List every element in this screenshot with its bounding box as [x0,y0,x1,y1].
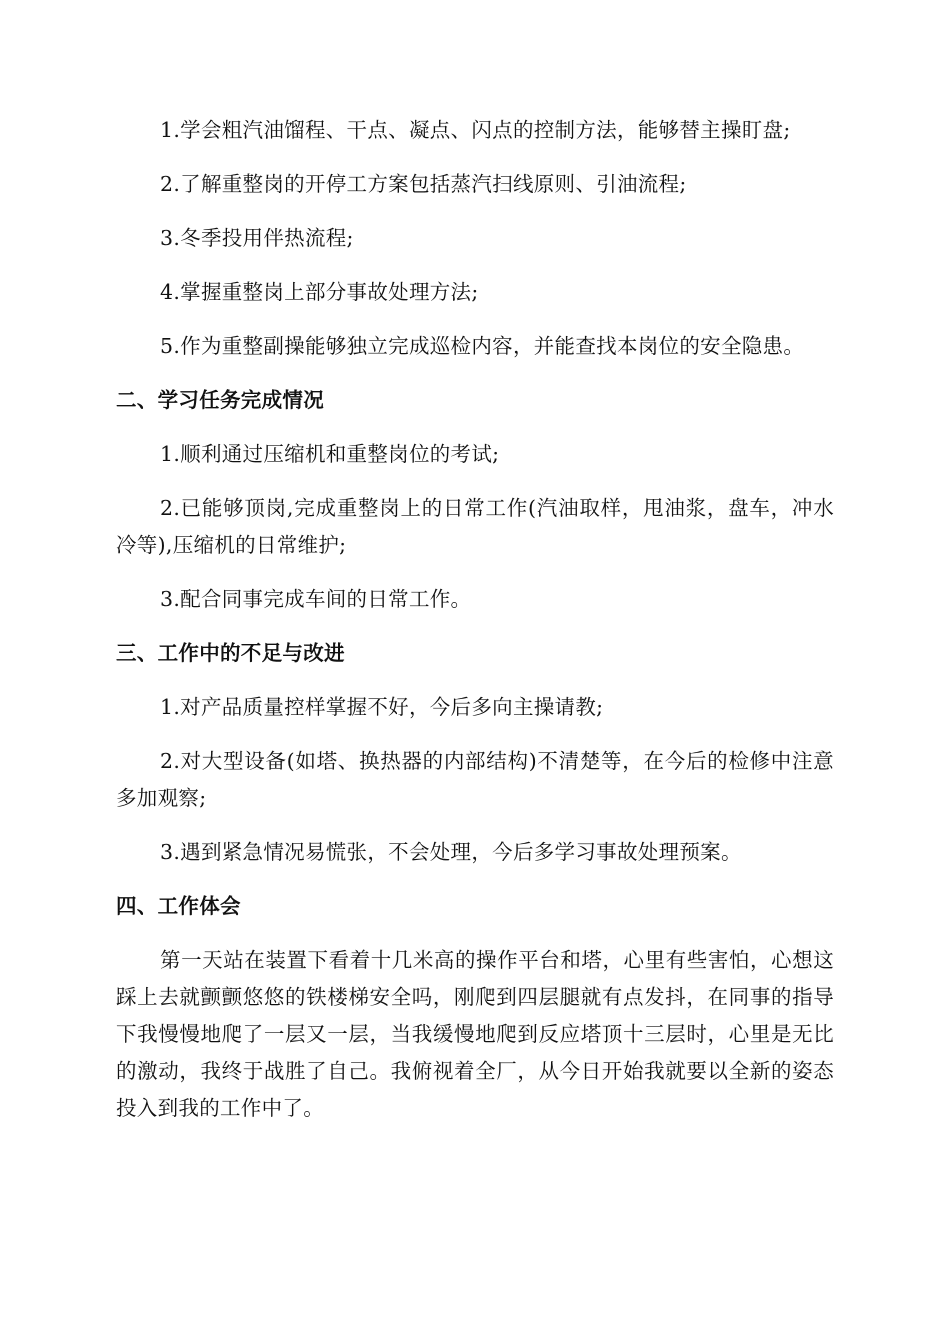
list-item: 3.遇到紧急情况易慌张，不会处理，今后多学习事故处理预案。 [160,840,742,864]
list-item: 3.冬季投用伴热流程; [160,226,354,250]
list-item: 2.已能够顶岗,完成重整岗上的日常工作(汽油取样，甩油浆，盘车，冲水冷等),压缩机的日常维护; [116,496,834,557]
list-item: 4.掌握重整岗上部分事故处理方法; [160,280,479,304]
list-item: 1.学会粗汽油馏程、干点、凝点、闪点的控制方法，能够替主操盯盘; [160,118,791,142]
list-item: 1.顺利通过压缩机和重整岗位的考试; [160,442,500,466]
list-item: 2.了解重整岗的开停工方案包括蒸汽扫线原则、引油流程; [160,172,687,196]
body-paragraph: 第一天站在装置下看着十几米高的操作平台和塔，心里有些害怕，心想这踩上去就颤颤悠悠的铁楼梯安全吗，刚爬到四层腿就有点发抖，在同事的指导下我慢慢地爬了一层又一层，当我缓慢地爬到反应塔顶十三层时，心里是无比的激动，我终于战胜了自己。我俯视着全厂，从今日开始我就要以全新的姿态投入到我的工作中了。 [116,948,834,1120]
list-item: 2.对大型设备(如塔、换热器的内部结构)不清楚等，在今后的检修中注意多加观察; [116,749,834,810]
list-item: 5.作为重整副操能够独立完成巡检内容，并能查找本岗位的安全隐患。 [160,334,805,358]
document-body [116,112,834,1127]
list-item: 1.对产品质量控样掌握不好，今后多向主操请教; [160,695,604,719]
section-heading: 三、工作中的不足与改进 [116,641,345,665]
section-heading: 四、工作体会 [116,894,241,918]
list-item: 3.配合同事完成车间的日常工作。 [160,587,472,611]
section-heading: 二、学习任务完成情况 [116,388,324,412]
